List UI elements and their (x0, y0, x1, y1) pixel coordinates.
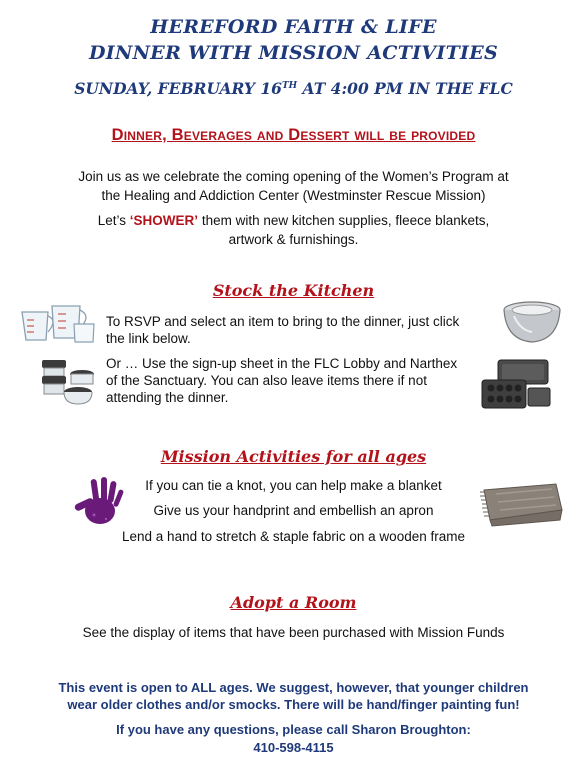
footer-line-2: wear older clothes and/or smocks. There will be hand/finger painting fun! (67, 697, 520, 712)
shower-prefix: Let’s (97, 213, 130, 228)
measuring-cups-icon (18, 298, 98, 346)
rsvp-line-1: To RSVP and select an item to bring to the dinner, just click (106, 314, 460, 329)
event-date (0, 79, 587, 98)
shower-word: ‘SHOWER’ (129, 213, 199, 228)
mission-heading: Mission Activities for all ages (160, 447, 427, 466)
activity-apron: Give us your handprint and embellish an apron (153, 503, 434, 518)
shower-suffix: them with new kitchen supplies, fleece blankets, (198, 213, 490, 228)
storage-containers-icon (38, 356, 98, 408)
intro-line-4: artwork & furnishings. (228, 232, 359, 247)
title-line-2: DINNER WITH MISSION ACTIVITIES (88, 42, 499, 64)
intro-line-3 (30, 211, 557, 230)
activity-blanket: If you can tie a knot, you can help make a blanket (145, 478, 442, 493)
intro-line-1: Join us as we celebrate the coming opening of the Women’s Program at (78, 169, 509, 184)
date-superscript: TH (281, 80, 298, 91)
signup-line-2: of the Sanctuary. You can also leave items there if not (106, 373, 427, 388)
activity-frame: Lend a hand to stretch & staple fabric on a wooden frame (122, 529, 465, 544)
blanket-icon (476, 480, 568, 528)
mixing-bowls-icon (500, 296, 564, 346)
contact-phone: 410-598-4115 (253, 740, 334, 755)
signup-line-1: Or … Use the sign-up sheet in the FLC Lobby and Narthex (106, 356, 458, 371)
kitchen-heading: Stock the Kitchen (212, 281, 375, 300)
footer-line-1: This event is open to ALL ages. We suggest, however, that younger children (58, 680, 529, 695)
intro-line-2: the Healing and Addiction Center (Westminster Rescue Mission) (101, 188, 486, 203)
adopt-heading: Adopt a Room (230, 593, 357, 612)
adopt-text: See the display of items that have been purchased with Mission Funds (82, 625, 505, 640)
provided-heading: Dinner, Beverages and Dessert will be provided (111, 126, 476, 144)
signup-line-3: attending the dinner. (106, 390, 229, 405)
rsvp-line-2: the link below. (106, 331, 191, 346)
bakeware-icon (478, 356, 554, 412)
title-line-1: HEREFORD FAITH & LIFE (150, 16, 437, 38)
date-prefix: SUNDAY, FEBRUARY 16 (74, 79, 282, 98)
contact-line: If you have any questions, please call Sharon Broughton: (116, 722, 471, 737)
date-suffix: AT 4:00 PM IN THE FLC (297, 79, 513, 98)
